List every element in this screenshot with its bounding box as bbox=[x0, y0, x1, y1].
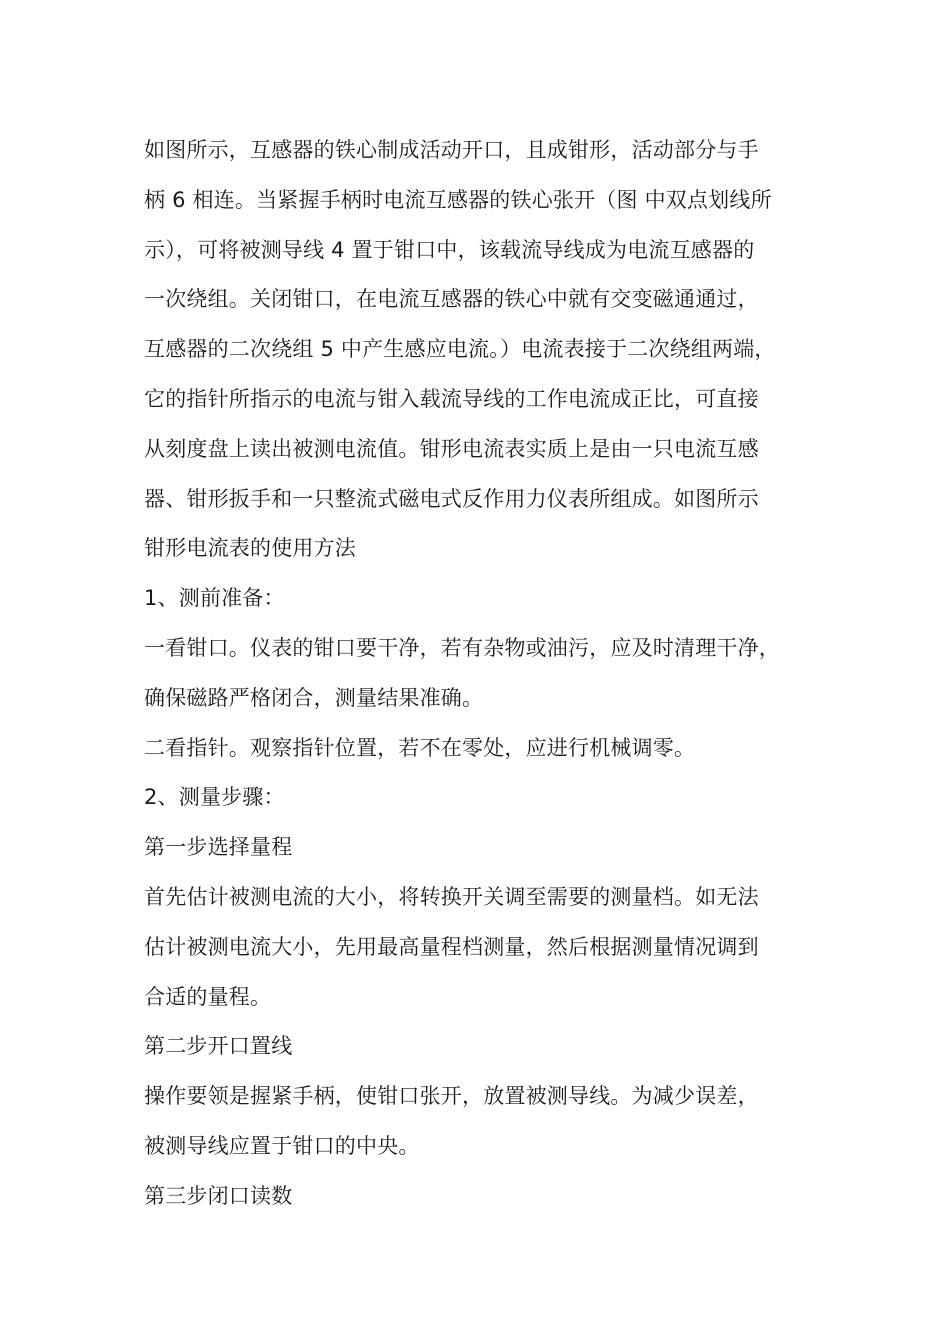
paragraph-line: 首先估计被测电流的大小，将转换开关调至需要的测量档。如无法 bbox=[144, 884, 759, 909]
paragraph-line: 二看指针。观察指针位置，若不在零处，应进行机械调零。 bbox=[144, 735, 696, 760]
step-heading: 第一步选择量程 bbox=[144, 835, 293, 860]
paragraph-line: 它的指针所指示的电流与钳入载流导线的工作电流成正比，可直接 bbox=[144, 386, 759, 411]
document-body bbox=[144, 126, 844, 1222]
paragraph-line: 一次绕组。关闭钳口，在电流互感器的铁心中就有交变磁通通过， bbox=[144, 287, 759, 312]
paragraph-line: 器、钳形扳手和一只整流式磁电式反作用力仪表所组成。如图所示 bbox=[144, 486, 759, 511]
step-heading: 第三步闭口读数 bbox=[144, 1183, 293, 1208]
section-heading: 钳形电流表的使用方法 bbox=[144, 536, 356, 561]
paragraph-line: 确保磁路严格闭合，测量结果准确。 bbox=[144, 685, 484, 710]
paragraph-line: 合适的量程。 bbox=[144, 984, 272, 1009]
paragraph-line: 从刻度盘上读出被测电流值。钳形电流表实质上是由一只电流互感 bbox=[144, 436, 759, 461]
paragraph-line: 估计被测电流大小，先用最高量程档测量，然后根据测量情况调到 bbox=[144, 934, 759, 959]
paragraph-line: 互感器的二次绕组 5 中产生感应电流。）电流表接于二次绕组两端， bbox=[144, 337, 776, 362]
step-heading: 第二步开口置线 bbox=[144, 1034, 293, 1059]
paragraph-line: 操作要领是握紧手柄，使钳口张开，放置被测导线。为减少误差， bbox=[144, 1084, 759, 1109]
paragraph-line: 如图所示，互感器的铁心制成活动开口，且成钳形，活动部分与手 bbox=[144, 138, 759, 162]
paragraph-line: 柄 6 相连。当紧握手柄时电流互感器的铁心张开（图 中双点划线所 bbox=[144, 187, 772, 212]
paragraph-line: 一看钳口。仪表的钳口要干净，若有杂物或油污，应及时清理干净， bbox=[144, 635, 780, 660]
subsection-heading: 2、测量步骤： bbox=[144, 785, 285, 810]
paragraph-line: 被测导线应置于钳口的中央。 bbox=[144, 1133, 420, 1158]
paragraph-line: 示），可将被测导线 4 置于钳口中，该载流导线成为电流互感器的 bbox=[144, 237, 755, 262]
subsection-heading: 1、测前准备： bbox=[144, 586, 285, 611]
